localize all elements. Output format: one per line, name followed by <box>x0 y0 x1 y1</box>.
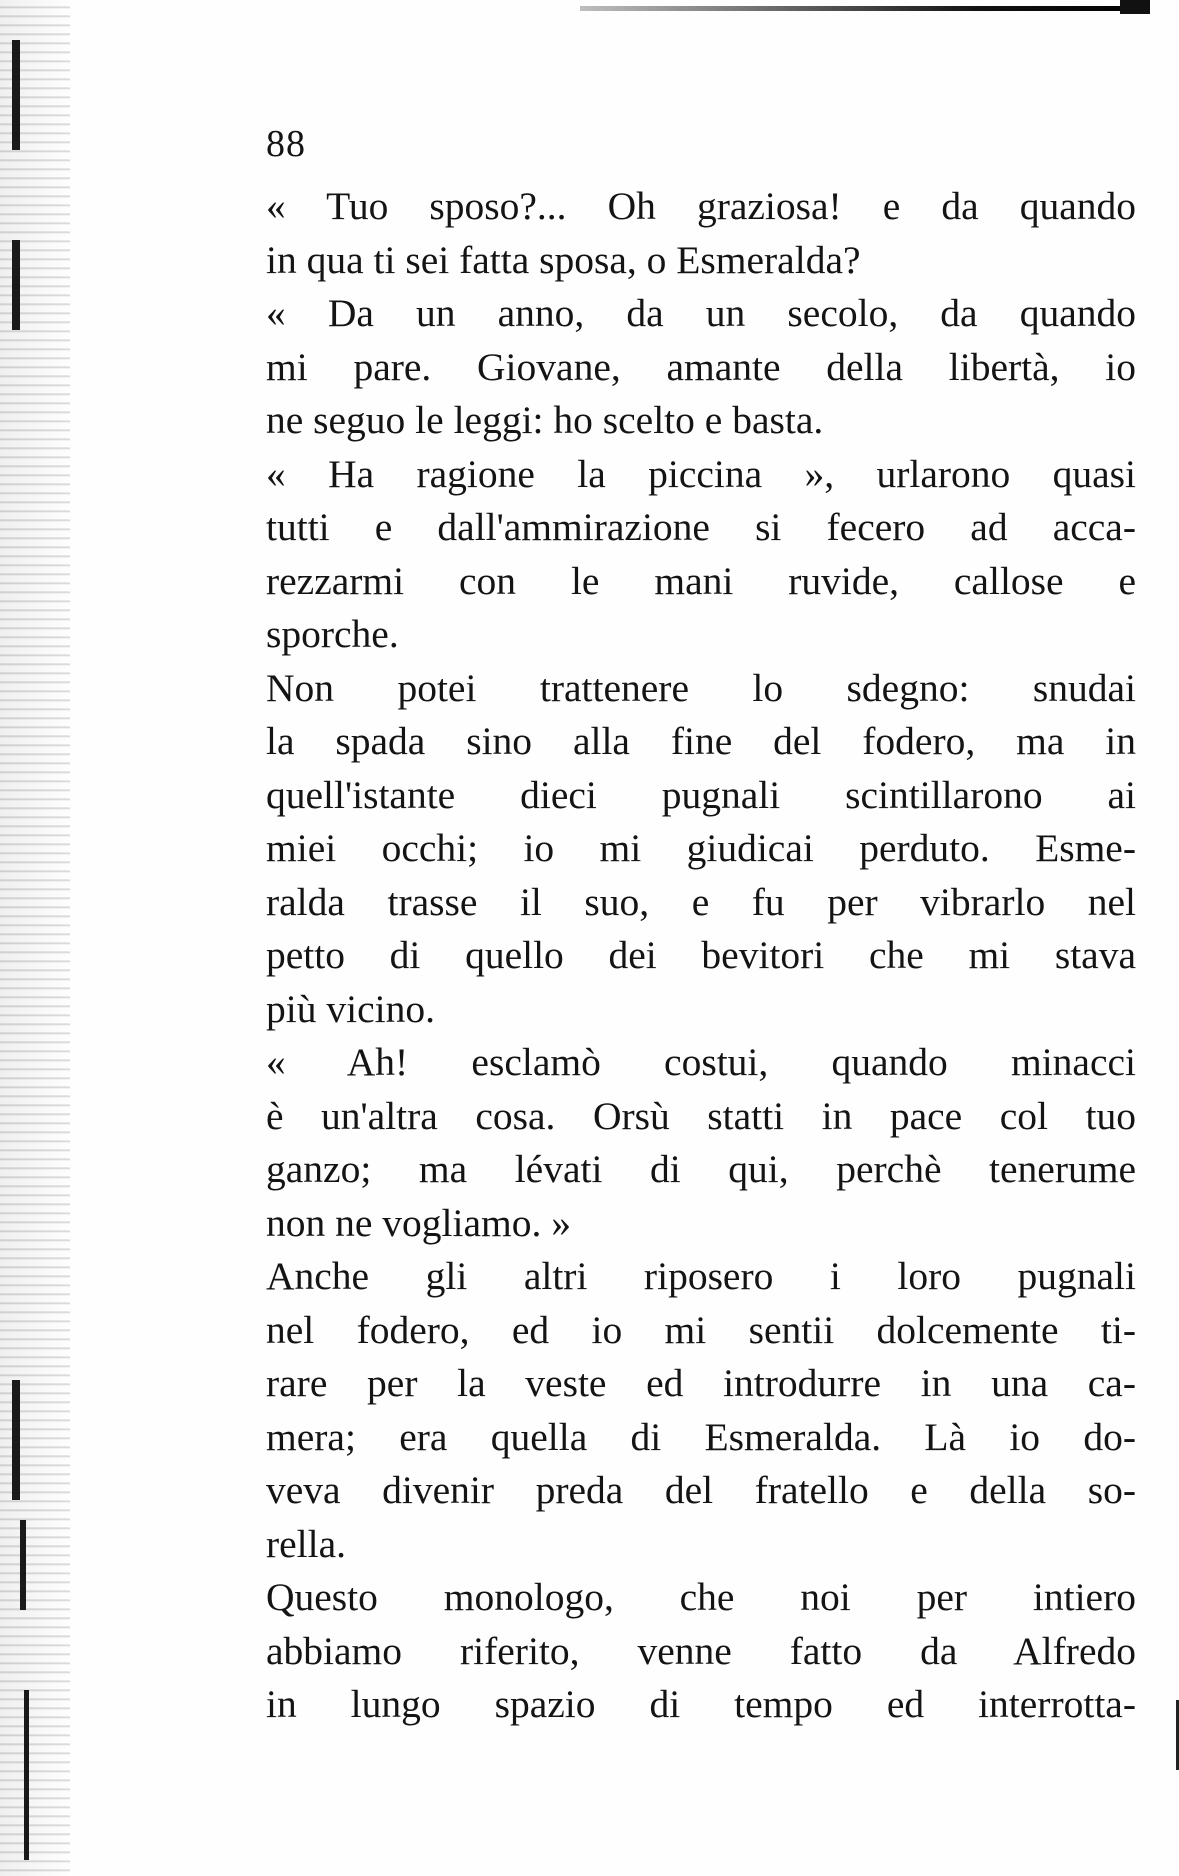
scan-artifact <box>12 40 20 150</box>
paragraph <box>266 1036 1136 1250</box>
text-line: più vicino. <box>266 986 435 1031</box>
paragraph <box>266 1250 1136 1571</box>
scan-artifact <box>24 1690 29 1860</box>
paragraph <box>266 1571 1136 1732</box>
text-line: miei occhi; io mi giudicai perduto. Esme- <box>266 826 1136 870</box>
text-line: sporche. <box>266 612 399 656</box>
text-line: Non potei trattenere lo sdegno: snudai <box>266 665 1136 710</box>
text-line: ganzo; ma lévati di qui, perchè tenerume <box>266 1147 1136 1191</box>
text-line: rella. <box>266 1521 347 1566</box>
text-line: la spada sino alla fine del fodero, ma in <box>266 719 1136 763</box>
text-line: tutti e dall'ammirazione si fecero ad acca- <box>266 505 1136 549</box>
page-number: 88 <box>266 123 306 165</box>
body-text <box>266 180 1136 1732</box>
top-scan-edge <box>580 6 1150 11</box>
text-line: mera; era quella di Esmeralda. Là io do- <box>266 1414 1136 1459</box>
text-line: « Da un anno, da un secolo, da quando <box>266 291 1136 335</box>
text-line: Questo monologo, che noi per intiero <box>266 1575 1136 1619</box>
text-line: ralda trasse il suo, e fu per vibrarlo nel <box>266 879 1136 924</box>
text-line: ne seguo le leggi: ho scelto e basta. <box>266 398 824 442</box>
paragraph <box>266 662 1136 1037</box>
top-scan-edge-mark <box>1120 0 1150 14</box>
paragraph <box>266 287 1136 448</box>
binding-gutter <box>0 0 70 1876</box>
text-line: rezzarmi con le mani ruvide, callose e <box>266 558 1136 603</box>
scan-artifact <box>20 1520 26 1610</box>
text-line: è un'altra cosa. Orsù statti in pace col tuo <box>266 1093 1136 1138</box>
text-line: veva divenir preda del fratello e della so- <box>266 1468 1136 1512</box>
scan-artifact <box>12 1380 20 1500</box>
text-line: mi pare. Giovane, amante della libertà, io <box>266 344 1136 389</box>
text-line: nel fodero, ed io mi sentii dolcemente ti- <box>266 1307 1136 1352</box>
text-line: in lungo spazio di tempo ed interrotta- <box>266 1682 1136 1726</box>
text-line: rare per la veste ed introdurre in una ca- <box>266 1361 1136 1405</box>
text-line: non ne vogliamo. » <box>266 1200 571 1245</box>
text-line: petto di quello dei bevitori che mi stava <box>266 933 1136 977</box>
text-line: in qua ti sei fatta sposa, o Esmeralda? <box>266 237 861 282</box>
text-line: Anche gli altri riposero i loro pugnali <box>266 1254 1136 1298</box>
paragraph <box>266 448 1136 662</box>
paragraph <box>266 180 1136 287</box>
text-line: quell'istante dieci pugnali scintillarono ai <box>266 772 1136 817</box>
text-line: « Tuo sposo?... Oh graziosa! e da quando <box>266 184 1136 228</box>
scan-artifact <box>12 240 20 330</box>
text-line: abbiamo riferito, venne fatto da Alfredo <box>266 1628 1136 1673</box>
text-line: « Ha ragione la piccina », urlarono quasi <box>266 451 1136 496</box>
text-line: « Ah! esclamò costui, quando minacci <box>266 1040 1136 1084</box>
